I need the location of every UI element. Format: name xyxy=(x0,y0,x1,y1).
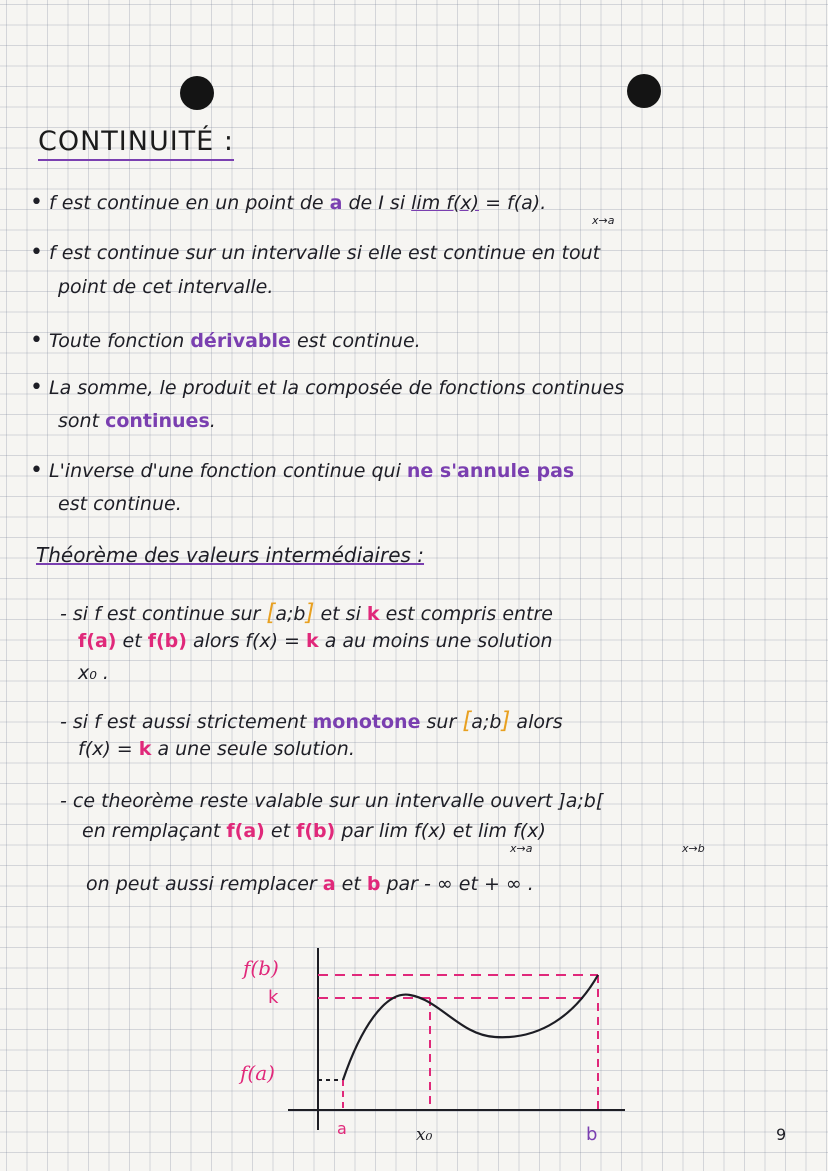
fb-label: f(b) xyxy=(243,956,279,980)
bullet-inverse-line2: est continue. xyxy=(58,493,182,515)
fa-label: f(a) xyxy=(240,1061,275,1085)
bullet-continuity-interval-line2: point de cet intervalle. xyxy=(58,276,274,298)
limit-subscript-b: x→b xyxy=(682,842,705,855)
theorem-statement-2: - si f est aussi strictement monotone sur [a;b] alors xyxy=(60,708,563,734)
bullet-inverse: • L'inverse d'une fonction continue qui ne s'annule pas xyxy=(30,458,575,483)
a-label: a xyxy=(337,1119,347,1138)
bullet-sum-product: • La somme, le produit et la composée de fonctions continues xyxy=(30,375,625,400)
page-number: 9 xyxy=(776,1125,787,1144)
theorem-statement-1: - si f est continue sur [a;b] et si k est compris entre xyxy=(60,600,553,626)
limit-subscript: x→a xyxy=(592,214,615,227)
theorem-statement-2-line2: f(x) = k a une seule solution. xyxy=(78,738,355,760)
k-label: k xyxy=(268,987,279,1008)
theorem-heading: Théorème des valeurs intermédiaires : xyxy=(36,543,425,567)
limit-subscript-a: x→a xyxy=(510,842,533,855)
theorem-statement-1-line2: f(a) et f(b) alors f(x) = k a au moins une solution xyxy=(78,630,553,652)
bullet-continuity-interval: • f est continue sur un intervalle si elle est continue en tout xyxy=(30,240,601,265)
theorem-statement-3-line2: en remplaçant f(a) et f(b) par lim f(x) et lim f(x) xyxy=(82,820,546,842)
page-title: CONTINUITÉ : xyxy=(38,126,234,161)
b-label: b xyxy=(586,1124,598,1145)
bullet-continuity-point: • f est continue en un point de a de I si lim f(x) = f(a). xyxy=(30,190,547,215)
bullet-derivable: • Toute fonction dérivable est continue. xyxy=(30,328,421,353)
theorem-statement-1-line3: x₀ . xyxy=(78,662,109,684)
bullet-sum-product-line2: sont continues. xyxy=(58,410,216,432)
x0-label: x₀ xyxy=(416,1125,433,1145)
function-curve xyxy=(343,975,598,1080)
theorem-statement-4: on peut aussi remplacer a et b par - ∞ et + ∞ . xyxy=(86,873,534,895)
theorem-statement-3: - ce theorème reste valable sur un intervalle ouvert ]a;b[ xyxy=(60,790,604,812)
